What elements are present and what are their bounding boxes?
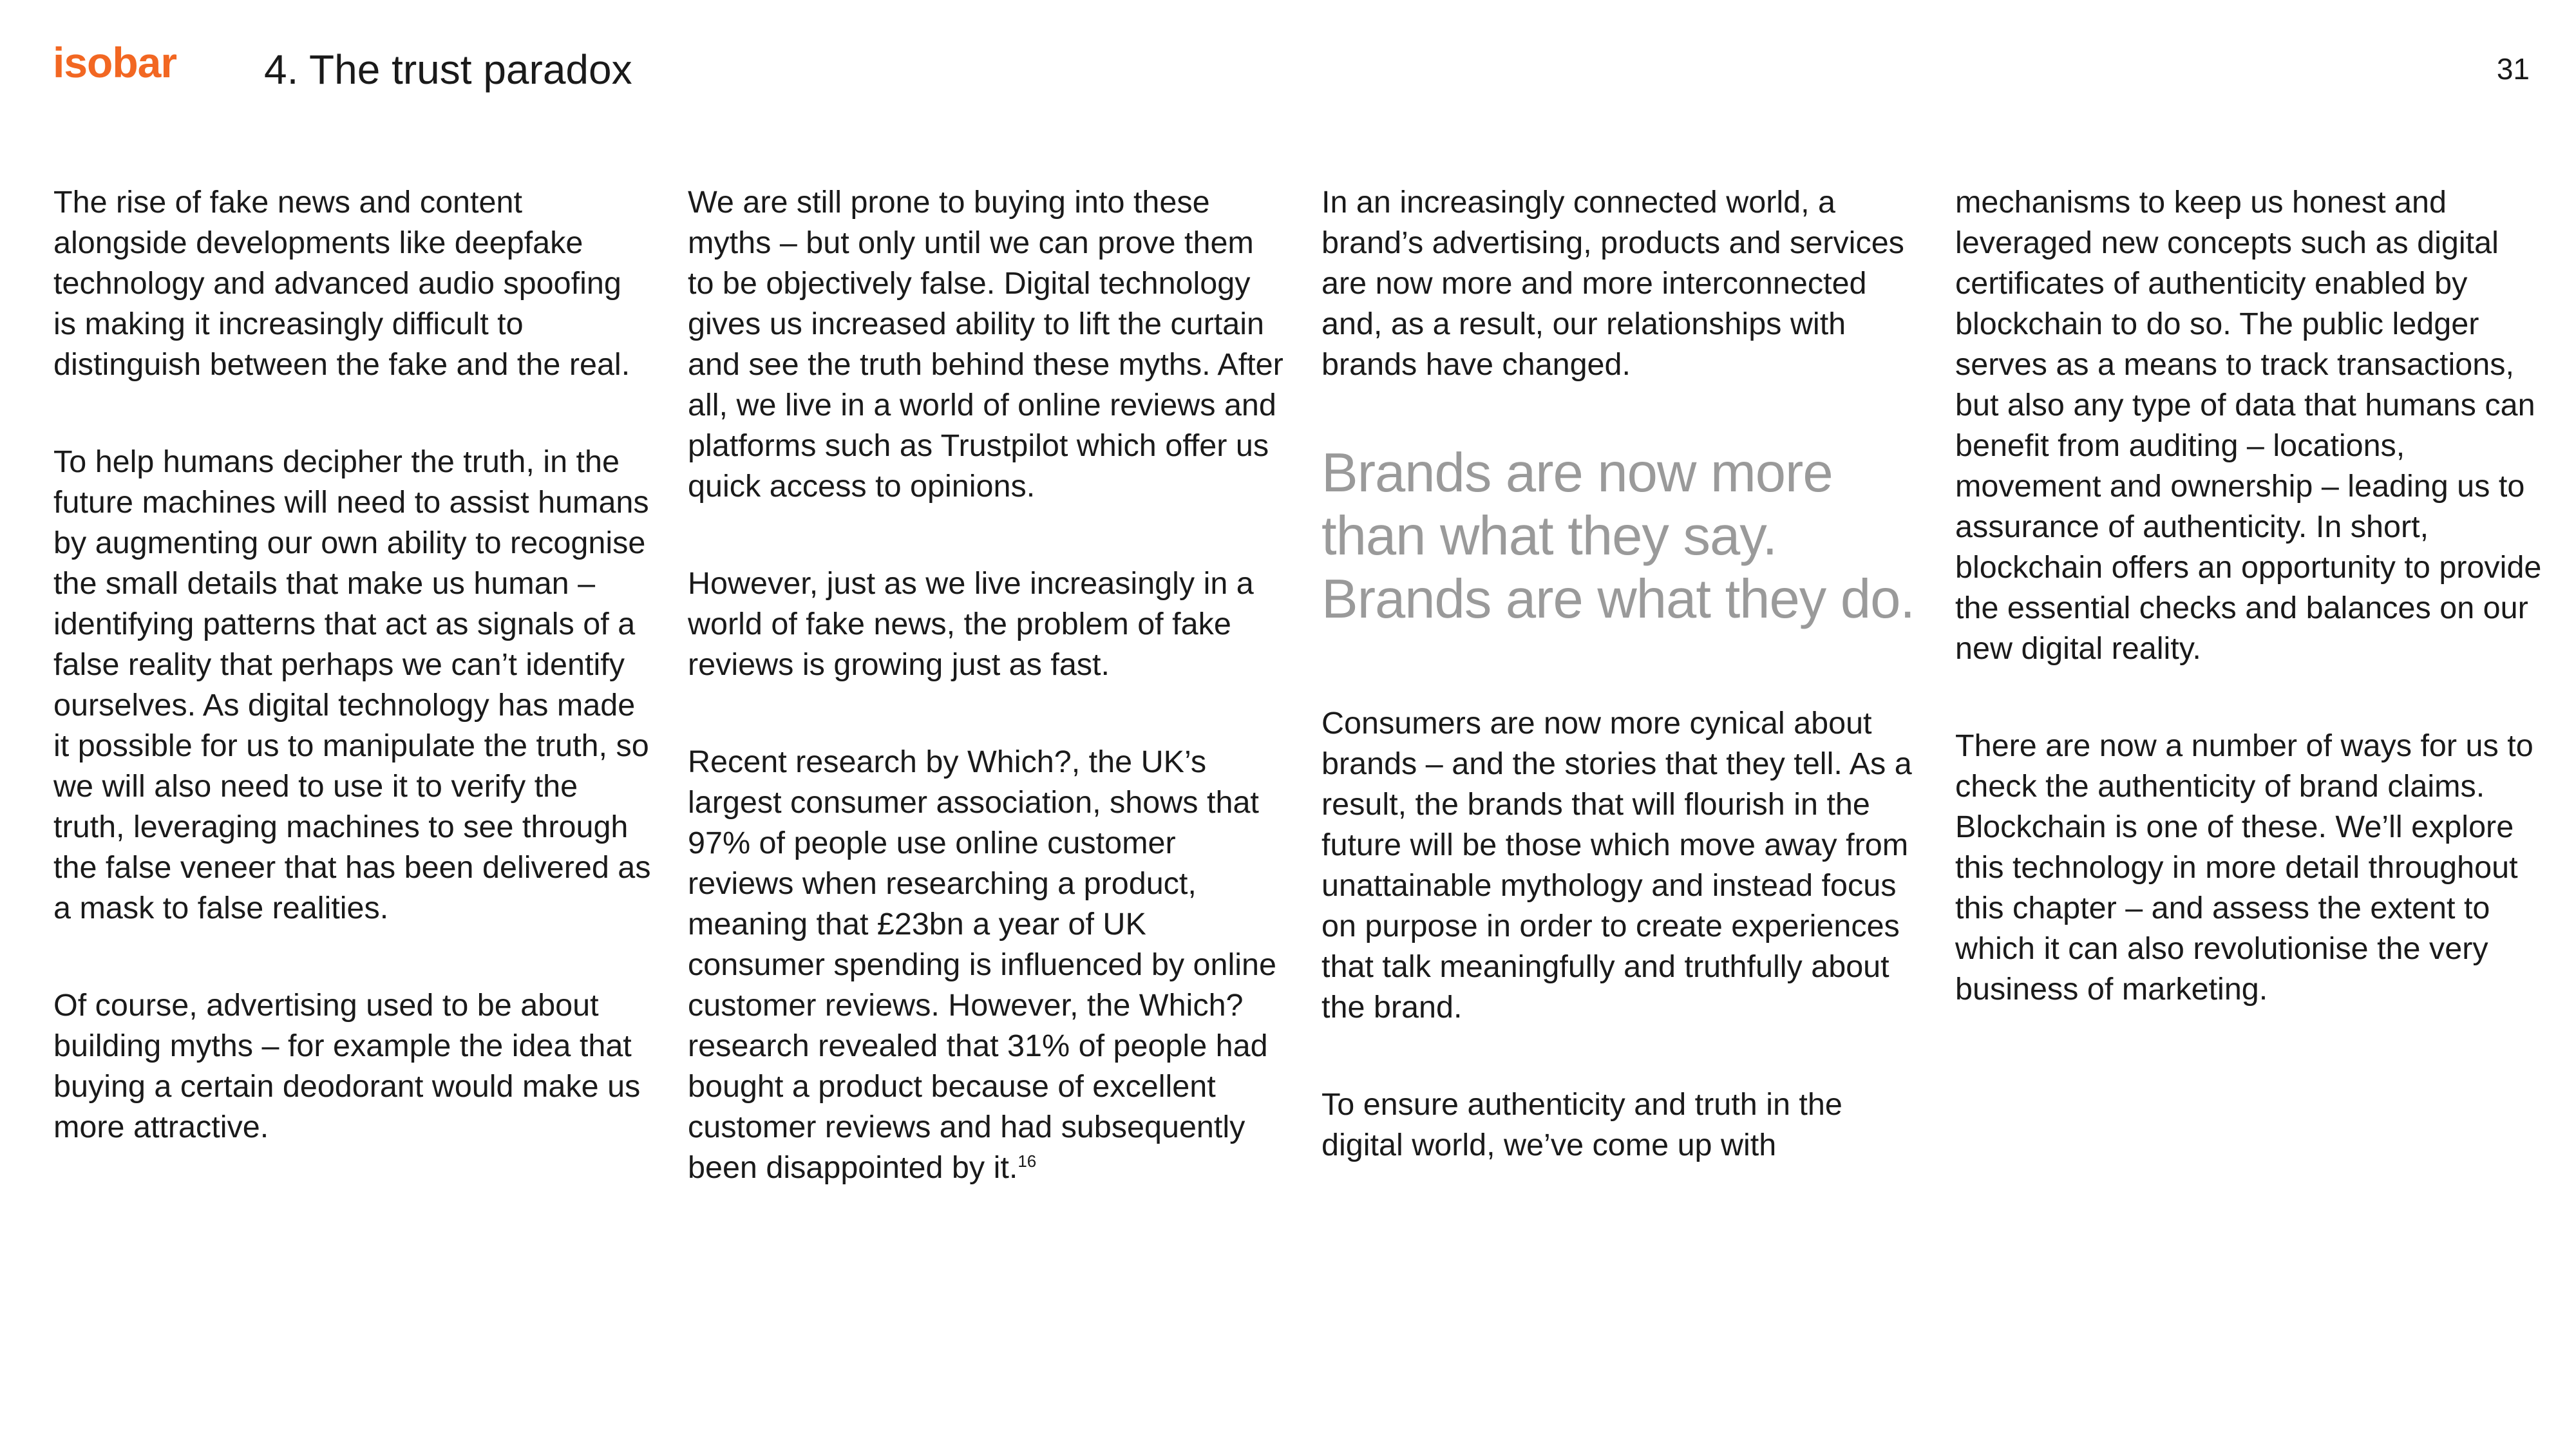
page-number: 31 (2496, 52, 2530, 86)
paragraph: To help humans decipher the truth, in the future machines will need to assist humans by augmenting our own ability to recognise the small details that make us human – identifying patterns that act as signals of a false reality that perhaps we can’t identify ourselves. As digital technology has made it possible for us to manipulate the truth, so we will also need to use it to verify the truth, leveraging machines to see through the false veneer that has been delivered as a mask to false realities. (53, 444, 651, 925)
paragraph: However, just as we live increasingly in a world of fake news, the problem of fake reviews is growing just as fast. (688, 566, 1254, 682)
paragraph: We are still prone to buying into these myths – but only until we can prove them to be objectively false. Digital technology gives us increased ability to lift the curtain and see the truth behind these myths. After all, we live in a world of online reviews and platforms such as Trustpilot which offer us quick access to opinions. (688, 185, 1283, 504)
paragraph: Consumers are now more cynical about brands – and the stories that they tell. As a result, the brands that will flourish in the future will be those which move away from unattainable mythology and instead focus on purpose in order to create experiences that talk meaningfully and truthfully about the brand. (1321, 706, 1912, 1025)
paragraph-with-footnote (688, 742, 1287, 1188)
paragraph: To ensure authenticity and truth in the digital world, we’ve come up with (1321, 1087, 1842, 1162)
isobar-logo: isobar (53, 39, 177, 86)
text-column-4 (1955, 182, 2554, 1066)
paragraph: In an increasingly connected world, a brand’s advertising, products and services are now more and more interconnected and, as a result, our relationships with brands have changed. (1321, 185, 1904, 382)
paragraph: Of course, advertising used to be about building myths – for example the idea that buying a certain deodorant would make us more attractive. (53, 988, 641, 1144)
text-column-1 (53, 182, 652, 1204)
text-column-3 (1321, 182, 1920, 1222)
pull-quote-line: Brands are now more than what they say. (1321, 442, 1833, 567)
paragraph: mechanisms to keep us honest and leveraged new concepts such as digital certificates of authenticity enabled by blockchain to do so. The public ledger serves as a means to track transactions, but also any type of data that humans can benefit from auditing – locations, movement and ownership – leading us to assurance of authenticity. In short, blockchain offers an opportunity to provide the essential checks and balances on our new digital reality. (1955, 185, 2542, 666)
paragraph: The rise of fake news and content alongside developments like deepfake technology and advanced audio spoofing is making it increasingly difficult to distinguish between the fake and the real. (53, 185, 630, 382)
pull-quote-line: Brands are what they do. (1321, 569, 1915, 630)
page-title: 4. The trust paradox (264, 46, 632, 93)
pull-quote (1321, 442, 1920, 631)
paragraph: There are now a number of ways for us to check the authenticity of brand claims. Blockchain is one of these. We’ll explore this technology in more detail throughout this chapter – and assess the extent to which it can also revolutionise the very business of marketing. (1955, 728, 2533, 1007)
paragraph-text: Recent research by Which?, the UK’s largest consumer association, shows that 97% of people use online customer reviews when researching a product, meaning that £23bn a year of UK consumer spending is influenced by online customer reviews. However, the Which? research revealed that 31% of people had bought a product because of excellent customer reviews and had subsequently been disappointed by it. (688, 744, 1276, 1185)
footnote-marker: 16 (1018, 1151, 1037, 1171)
text-column-2 (688, 182, 1287, 1245)
